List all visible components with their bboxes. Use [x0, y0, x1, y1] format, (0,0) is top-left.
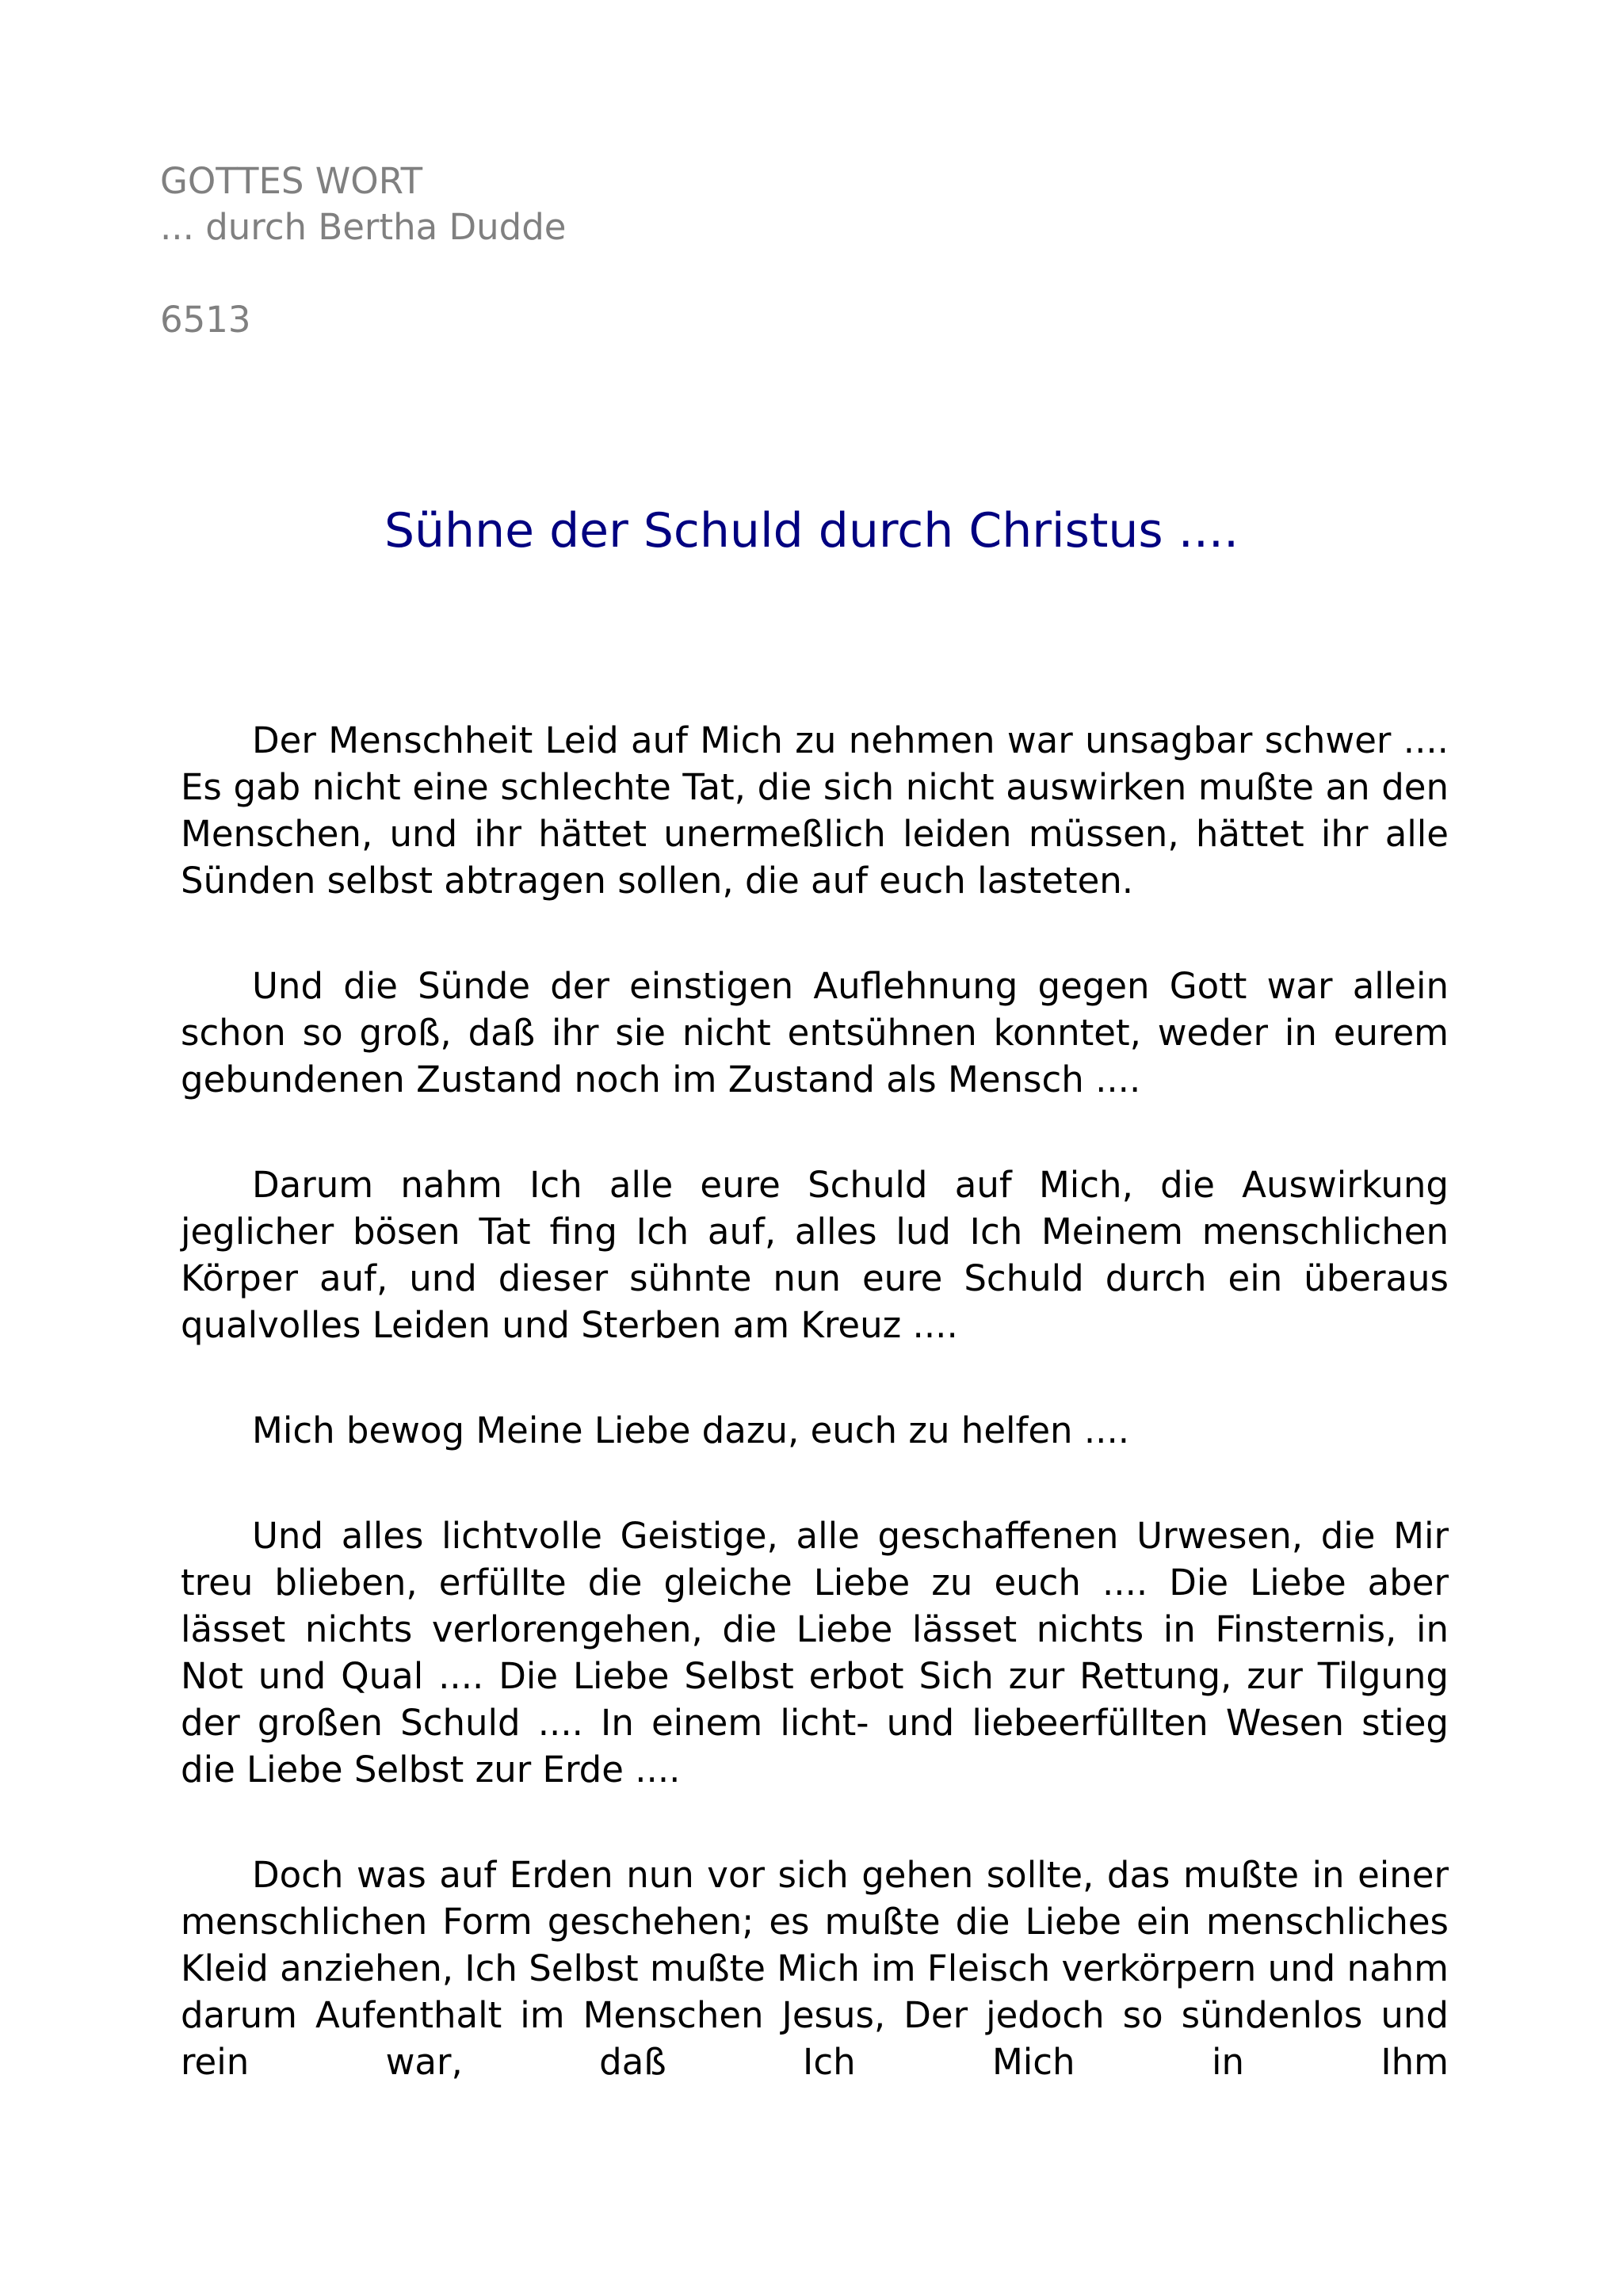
author-line: ... durch Bertha Dudde [160, 206, 567, 248]
message-body [181, 717, 1449, 2085]
paragraph: Doch was auf Erden nun vor sich gehen sollte, das mußte in einer menschlichen Form geschehen; es mußte die Liebe ein menschliches Kleid anziehen, Ich Selbst mußte Mich im Fleisch verkörpern und nahm darum Aufenthalt im Menschen Jesus, Der jedoch so sündenlos und rein war, daß Ich Mich in Ihm [181, 1854, 1449, 2083]
source-title: GOTTES WORT [160, 160, 423, 202]
paragraph: Der Menschheit Leid auf Mich zu nehmen war unsagbar schwer .... Es gab nicht eine schlechte Tat, die sich nicht auswirken mußte an den Menschen, und ihr hättet unermeßlich leiden müssen, hättet ihr alle Sünden selbst abtragen sollen, die auf euch lasteten. [181, 719, 1449, 902]
paragraph: Mich bewog Meine Liebe dazu, euch zu helfen .... [252, 1409, 1130, 1451]
paragraph: Darum nahm Ich alle eure Schuld auf Mich, die Auswirkung jeglicher bösen Tat fing Ich auf, alles lud Ich Meinem menschlichen Körper auf, und dieser sühnte nun eure Schuld durch ein überaus qualvolles Leiden und Sterben am Kreuz .... [181, 1164, 1449, 1346]
message-title: Sühne der Schuld durch Christus .... [384, 503, 1239, 559]
paragraph: Und die Sünde der einstigen Auflehnung gegen Gott war allein schon so groß, daß ihr sie nicht entsühnen konntet, weder in eurem gebundenen Zustand noch im Zustand als Mensch .... [181, 965, 1449, 1100]
document-header [160, 158, 566, 250]
paragraph: Und alles lichtvolle Geistige, alle geschaffenen Urwesen, die Mir treu blieben, erfüllte die gleiche Liebe zu euch .... Die Liebe aber lässet nichts verlorengehen, die Liebe lässet nichts in Finsternis, in Not und Qual .... Die Liebe Selbst erbot Sich zur Rettung, zur Tilgung der großen Schuld .... In einem licht- und liebeerfüllten Wesen stieg die Liebe Selbst zur Erde .... [181, 1515, 1449, 1791]
document-number: 6513 [160, 299, 251, 341]
